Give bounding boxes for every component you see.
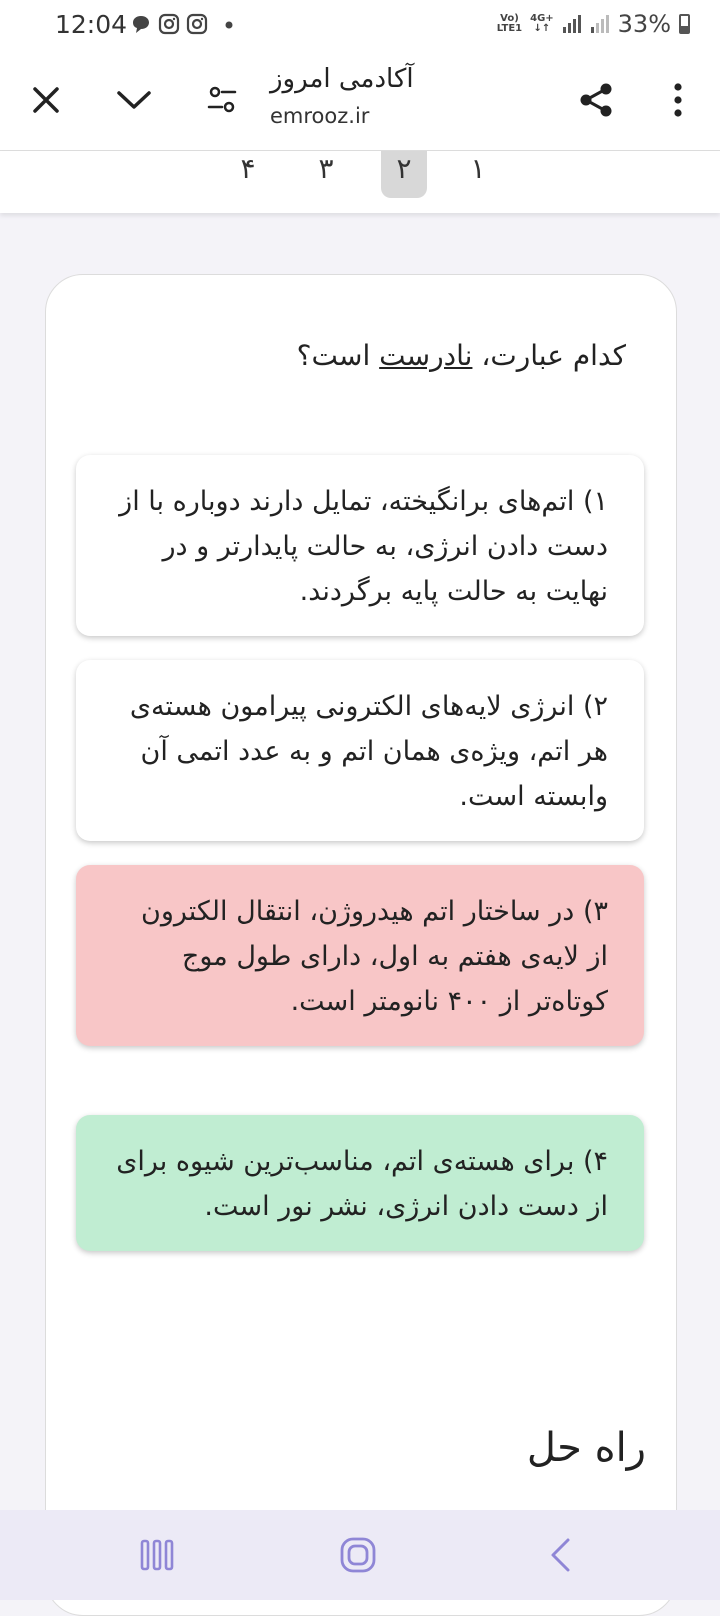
option-number: ۳) [582, 896, 608, 927]
more-options-button[interactable] [652, 74, 704, 126]
status-bar [0, 0, 720, 52]
site-url[interactable]: emrooz.ir [270, 104, 370, 128]
home-button[interactable] [333, 1532, 383, 1578]
status-time: 12:04 [55, 10, 128, 39]
option-1[interactable] [76, 455, 644, 636]
option-text: انرژی لایه‌های الکترونی پیرامون هسته‌ی هر اتم، ویژه‌ی همان اتم و به عدد اتمی آن وابسته است. [129, 691, 608, 812]
more-vert-icon [672, 82, 684, 118]
question-pager [0, 151, 720, 213]
back-icon [546, 1537, 576, 1573]
browser-top-bar [0, 52, 720, 151]
chevron-down-icon [116, 88, 152, 112]
negative-word: نادرست [379, 339, 473, 372]
dot-icon [214, 13, 236, 35]
solution-title: راه حل [526, 1425, 646, 1471]
page-3[interactable]: ۳ [318, 152, 334, 185]
question-card [45, 274, 677, 1616]
network-label: Vo) LTE1 [496, 13, 523, 34]
network-type: 4G+ ↓↑ [530, 13, 554, 34]
site-settings-button[interactable] [196, 74, 248, 126]
option-number: ۴) [582, 1146, 608, 1177]
site-title: آکادمی امروز [270, 64, 414, 94]
page-1[interactable]: ۱ [470, 152, 486, 185]
back-button[interactable] [536, 1532, 586, 1578]
option-4-correct[interactable] [76, 1115, 644, 1251]
option-2[interactable] [76, 660, 644, 841]
data-arrows-icon: ↓↑ [533, 23, 551, 34]
battery-percent: 33% [617, 10, 671, 38]
system-nav-bar [0, 1510, 720, 1600]
collapse-button[interactable] [108, 74, 160, 126]
signal-icon [562, 14, 582, 34]
instagram-icon [158, 13, 180, 35]
option-text: برای هسته‌ی اتم، مناسب‌ترین شیوه برای از دست دادن انرژی، نشر نور است. [116, 1146, 608, 1222]
recent-apps-icon [139, 1537, 175, 1573]
signal-weak-icon [590, 14, 610, 34]
status-right [497, 10, 690, 38]
option-3-wrong[interactable] [76, 865, 644, 1046]
instagram-icon [186, 13, 208, 35]
chat-bubble-icon [130, 13, 152, 35]
share-button[interactable] [570, 74, 622, 126]
page-2-active[interactable]: ۲ [381, 151, 427, 198]
notification-icons [130, 13, 236, 35]
share-icon [577, 81, 615, 119]
close-button[interactable] [20, 74, 72, 126]
page-4[interactable]: ۴ [240, 152, 256, 185]
close-icon [31, 85, 61, 115]
option-text: اتم‌های برانگیخته، تمایل دارند دوباره با از دست دادن انرژی، به حالت پایدارتر و در نهایت به حالت پایه برگردند. [119, 486, 608, 607]
home-icon [339, 1536, 377, 1574]
option-number: ۲) [582, 691, 608, 722]
recent-apps-button[interactable] [132, 1532, 182, 1578]
site-settings-icon [206, 84, 238, 116]
option-number: ۱) [582, 486, 608, 517]
option-text: در ساختار اتم هیدروژن، انتقال الکترون از لایه‌ی هفتم به اول، دارای طول موج کوتاه‌تر از ۴۰۰ نانومتر است. [140, 896, 608, 1017]
battery-icon [679, 14, 690, 34]
question-text: کدام عبارت، نادرست است؟ [296, 339, 626, 372]
